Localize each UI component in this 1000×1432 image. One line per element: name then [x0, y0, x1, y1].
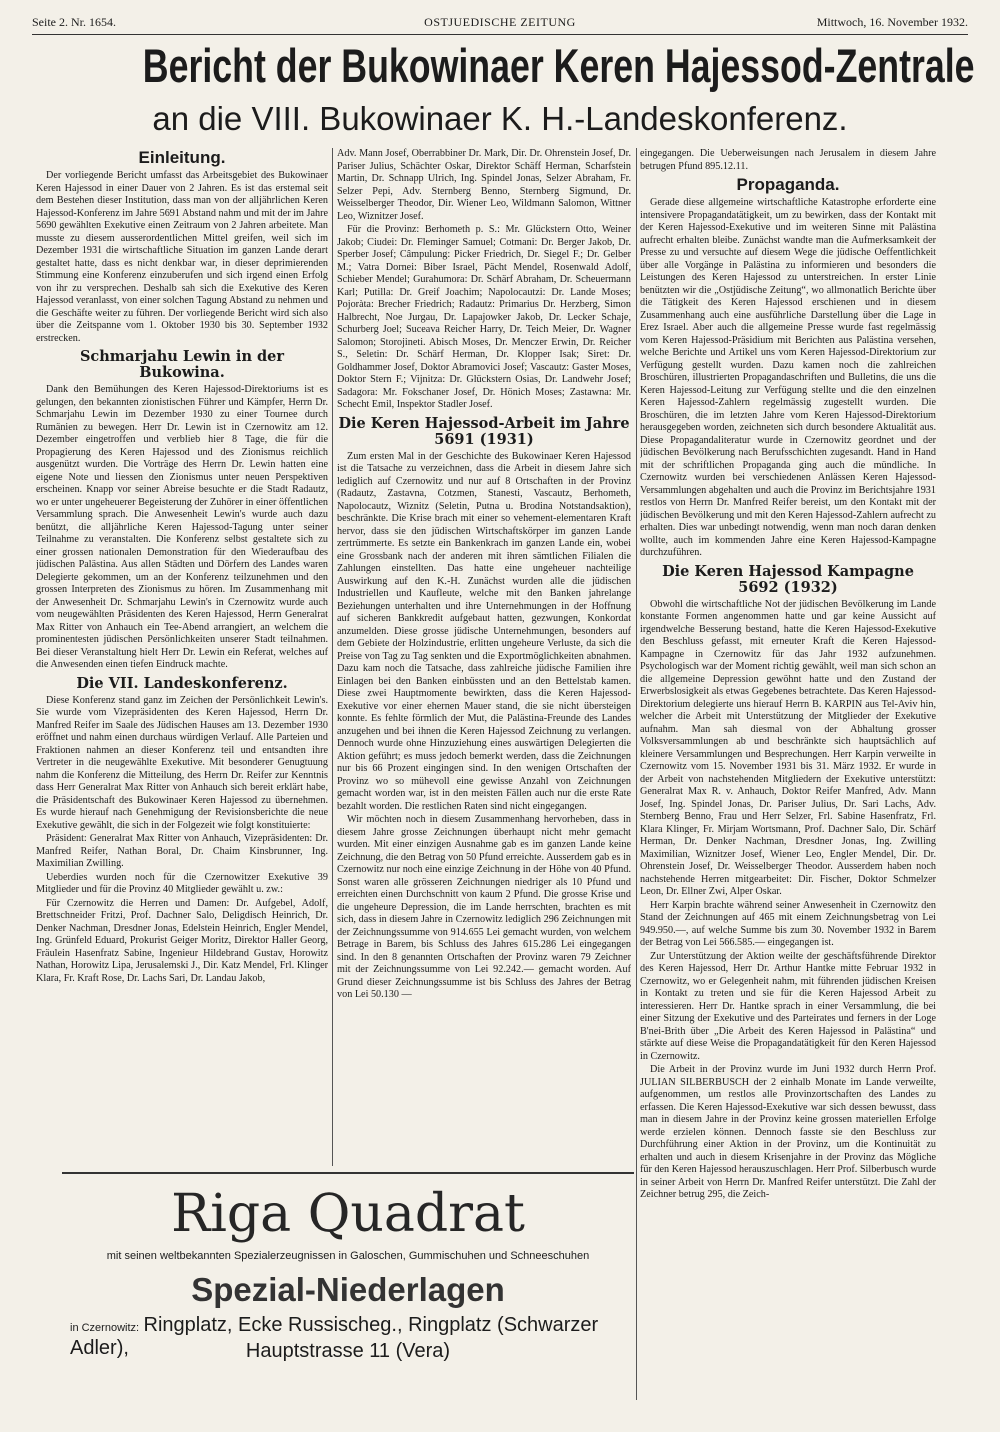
section-heading-lewin: Schmarjahu Lewin in der Bukowina.: [79, 348, 285, 381]
column-3: [640, 148, 936, 1400]
paragraph-members-continued: Adv. Mann Josef, Oberrabbiner Dr. Mark, Dir. Dr. Ohrenstein Josef, Dr. Pariser Julius, Schächter Oskar, Direktor Schäff Herman, Scharfstein Martin, Dr. Schnapp Ulrich, Ing. Spindel Jonas, Selzer Abraham, Fr. Selzer Pepi, Adv. Sternberg Benno, Sternberg Sigmund, Dr. Weisselberger Theodor, Dir. Wiener Leo, Wildmann Salomon, Wittner Leo, Wiznitzer Josef.: [337, 148, 631, 222]
column-rule-2: [636, 148, 637, 1400]
paragraph-czernowitz-members: Für Czernowitz die Herren und Damen: Dr. Aufgebel, Adolf, Brettschneider Fritzi, Prof. Dachner Salo, Deligdisch Heinrich, Dr. Denker Nachman, Dresdner Jonas, Edelstein Heinrich, Engler Mendel, Ing. Grünfeld Eduard, Prokurist Geiger Moritz, Direktor Haller Georg, Fräulein Hasenfratz Sabine, Ingenieur Hildebrand Gustav, Horowitz Nathan, Horowitz Lipa, Jerusalemski J., Dir. Katz Mendel, Frl. Klinger Klara, Fr. Kraft Rose, Dr. Lachs Sari, Dr. Landau Jakob,: [36, 897, 328, 984]
section-heading-landeskonferenz: Die VII. Landeskonferenz.: [76, 674, 288, 692]
advertisement-riga-quadrat: [62, 1172, 634, 1370]
paragraph-einleitung: Der vorliegende Bericht umfasst das Arbeitsgebiet des Bukowinaer Keren Hajessod in einer Dauer von 2 Jahren. Es ist das erstemal seit dem Bestehen dieser Institution, dass man von der alljährlichen Keren Hajessod-Konferenz im Jahre 5691 Abstand nahm und mit der im Jahre 5690 gewählten Exekutive einen Zeitraum von 2 Jahren arbeitete. Man musste zu diesem ausserordentlichen Mittel greifen, weil sich im Dezember 1931 die wirtschaftliche Situation im ganzen Lande derart gestaltet hatte, dass es nicht denkbar war, in dieser deprimierenden Stimmung eine Konferenz einzuberufen und sich irgend einen Erfolg von ihr zu versprechen. Deshalb sah sich die Exekutive des Keren Hajessod veranlasst, von einer solchen Tagung Abstand zu nehmen und die Geschäfte weiter zu führen. Der vorliegende Bericht wird sich also über die Zeitspanne vom 1. Oktober 1930 bis 30. September 1932 erstrecken.: [36, 170, 328, 344]
article-headline: Bericht der Bukowinaer Keren Hajessod-Zentrale: [142, 39, 975, 92]
article-subheadline: an die VIII. Bukowinaer K. H.-Landeskonferenz.: [152, 100, 848, 137]
ad-address-line-2: Hauptstrasse 11 (Vera): [245, 1340, 451, 1362]
paragraph-provinz-arbeit: Die Arbeit in der Provinz wurde im Juni 1932 durch Herrn Prof. JULIAN SILBERBUSCH der 2 einhalb Monate im Lande verweilte, aufgenommen, um restlos alle Provinzortschaften des Landes zu erfassen. Die Keren Hajessod-Exekutive war sich dessen bewusst, dass man in diesem Jahre in der Provinz keine grossen materiellen Erfolge werde erzielen können. Dennoch fasste sie den Beschluss zur Durchführung einer Aktion in der Provinz, um die Kontinuität zu erhalten und auch in diesem Krisenjahre in der Provinz das Mögliche für den Keren Hajessod herauszuschlagen. Herr Prof. Silberbusch wurde in seiner Arbeit von Herrn Dr. Manfred Reifer unterstützt. Die Zahl der Zeichner betrug 295, die Zeich-: [640, 1064, 936, 1200]
paragraph-lewin: Dank den Bemühungen des Keren Hajessod-Direktoriums ist es gelungen, den bekannten zionistischen Führer und Kämpfer, Herrn Dr. Schmarjahu Lewin im Dezember 1930 zu einer Tournee durch Rumänien zu bewegen. Herr Dr. Lewin ist in Czernowitz am 12. Dezember eingetroffen und verblieb hier 8 Tage, die für die Propagierung des Keren Hajessod und des Zionismus reichlich ausgenützt wurden. Die Vorträge des Herrn Dr. Lewin hatten eine eigene Note und liessen den Zionismus unter neuen Perspektiven erscheinen. Knapp vor seiner Abreise besuchte er die Stadt Radautz, wo er unter ungeheuerer Begeisterung der Zuhörer in einer öffentlichen Versammlung sprach. Die Anwesenheit Lewin's wurde auch dazu benützt, die alljährliche Keren Hajessod-Tagung unter seiner Teilnahme zu veranstalten. Die Konferenz selbst gestaltete sich zu einer grossen nationalen Demonstration für den Wiederaufbau des jüdischen Palästina. Aus allen Städten und Dörfern des Landes waren Delegierte gekommen, um an der Konferenz teilzunehmen und den grossen Interpreten des Zionismus zu hören. Im Zusammenhang mit der Anwesenheit Dr. Schmarjahu Lewin's in Czernowitz wurde auch vom neugewählten Präsidenten des Keren Hajessod, Herrn Generalrat Max Ritter von Anhauch ein Tee-Abend arrangiert, an welchem die prominentesten jüdischen Persönlichkeiten unserer Stadt teilnahmen. Bei dieser Veranstaltung hielt Herr Dr. Lewin ein Referat, welches auf die Anwesenden einen tiefen Eindruck machte.: [36, 384, 328, 670]
ad-tagline: mit seinen weltbekannten Spezialerzeugnissen in Galoschen, Gummischuhen und Schneeschuhen: [106, 1250, 590, 1262]
paragraph-ueberweisungen: eingegangen. Die Ueberweisungen nach Jerusalem in diesem Jahre betrugen Pfund 895.12.11.: [640, 148, 936, 172]
section-heading-einleitung: Einleitung.: [138, 148, 226, 167]
header-date: Mittwoch, 16. November 1932.: [816, 15, 968, 29]
paragraph-hantke: Zur Unterstützung der Aktion weilte der geschäftsführende Direktor des Keren Hajessod, Herr Dr. Arthur Hantke mitte Februar 1932 in Czernowitz, wo er Gelegenheit nahm, mit führenden jüdischen Kreisen in Kontakt zu treten und sie für die Keren Hajessod Arbeit zu interessieren. Herr Dr. Hantke sprach in einer Versammlung, die bei einer Sitzung der Exekutive und des Parteirates und ferners in der Loge B'nei-Brith über „Die Arbeit des Keren Hajessod in Palästina“ und stärkte auf diese Weise die Propagandatätigkeit für den Keren Hajessod in Czernowitz.: [640, 950, 936, 1062]
paragraph-landeskonferenz: Diese Konferenz stand ganz im Zeichen der Persönlichkeit Lewin's. Sie wurde vom Vizepräsidenten des Keren Hajessod, Herrn Dr. Manfred Reifer im Saale des Jüdischen Hauses am 13. Dezember 1930 eröffnet und nahm einen durchaus würdigen Verlauf. Alle Parteien und Fraktionen nahmen an dieser Konferenz teil und entsandten ihre Vertreter in die neugewählte Exekutive. Mit besonderer Genugtuung nahm die Konferenz die Mitteilung, des Herrn Dr. Reifer zur Kenntnis dass Herr Generalrat Max Ritter von Anhauch sich bereit erklärt habe, die Präsidentschaft des Bukowinaer Keren Hajessod zu übernehmen. Es wurde hierauf nach Genehmigung der Revisionsberichte die neue Exekutive gewählt, die sich in der Folgezeit wie folgt konstituierte:: [36, 694, 328, 831]
paragraph-karpin: Herr Karpin brachte während seiner Anwesenheit in Czernowitz den Stand der Zeichnungen auf 465 mit einem Zeichnungsbetrag von Lei 949.950.—, auf welche Summe bis zum 30. November 1932 in Barem der Betrag von Lei 566.585.— eingegangen ist.: [640, 899, 936, 948]
paragraph-5692: Obwohl die wirtschaftliche Not der jüdischen Bevölkerung im Lande konstante Formen angenommen hatte und gar keine Aussicht auf irgendwelche Besserung bestand, hatte die Keren Hajessod-Exekutive den Beschluss gefasst, mit erneuter Kraft die Keren Hajessod-Kampagne in Czernowitz für das Jahr 1932 aufzunehmen. Psychologisch war der Moment richtig gewählt, weil man sich schon an die allgemeine Depression gewöhnt hatte und den Zustand der Erwerbslosigkeit als etwas Gegebenes betrachtete. Das Keren Hajessod-Direktorium delegierte uns hierauf Herrn B. KARPIN aus Tel-Aviv hin, welcher die Arbeit mit Unterstützung der Mitglieder der Exekutive aufnahm. Man sah diesmal von der Abhaltung grosser Volksversammlungen ab und beschränkte sich hauptsächlich auf kleinere Versammlungen und Besprechungen. Herr Karpin verweilte in Czernowitz vom 15. November 1931 bis 31. März 1932. Er wurde in der Arbeit von nachstehenden Mitgliedern der Exekutive unterstützt: Generalrat Max R. v. Anhauch, Doktor Reifer Manfred, Adv. Mann Josef, Ing. Spindel Jonas, Dr. Pariser Julius, Dr. Sari Lachs, Adv. Sternberg Benno, Frau und Herr Selzer, Frl. Sabine Hasenfratz, Frl. Klara Klinger, Fr. Mirjam Wortsmann, Prof. Dachner Salo, Dir. Schärf Herman, Dr. Denker Nachman, Dresdner Jonas, Ing. Zwilling Maximilian, Wiznitzer Josef, Wiener Leo, Engler Mendel, Dir. Dr. Ohrenstein Josef, Dr. Weisselberger Theodor. Ausserdem haben noch nachstehende Herren mitgearbeitet: Dir. Fischer, Doktor Schmelzer Leon, Dr. Ellner Zwi, Alper Oskar.: [640, 598, 936, 897]
section-heading-5692: Die Keren Hajessod Kampagne 5692 (1932): [662, 562, 914, 596]
paragraph-zeichnungen: Wir möchten noch in diesem Zusammenhang hervorheben, dass in diesem Jahre grosse Zeichnungen überhaupt nicht mehr gemacht wurden. Mit einer einzigen Ausnahme gab es im ganzen Lande keine Zeichnung, die den Betrag von 50 Pfund erreichte. Ausserdem gab es in Czernowitz nur noch eine einzige Zeichnung in der Höhe von 40 Pfund. Sonst waren alle grösseren Zeichnungen niedriger als 10 Pfund und erreichten einen Durchschnitt von kaum 2 Pfund. Die grosse Krise und die ungeheure Depression, die im Lande herrschten, brachten es mit sich, dass in diesem Jahre in Czernowitz lediglich 296 Zeichnungen mit der Zeichnungssumme von 914.655 Lei gemacht wurden, von welchem Betrage in Barem, bis Schluss des Jahres 615.286 Lei eingegangen sind. In den 8 genannten Ortschaften der Provinz waren 79 Zeichner mit der Zeichnungssumme von Lei 92.242.— gemacht worden. Auf Grund dieser Zeichnungssumme ist bis Schluss des Jahres der Betrag von Lei 50.130 —: [337, 814, 631, 1000]
paragraph-praesidium: Präsident: Generalrat Max Ritter von Anhauch, Vizepräsidenten: Dr. Manfred Reifer, Nathan Boral, Dr. Chaim Kinsbrunner, Ing. Maximilian Zwilling.: [36, 833, 328, 869]
section-heading-5691: Die Keren Hajessod-Arbeit im Jahre 5691 (1931): [338, 414, 630, 448]
header-page-number: Seite 2. Nr. 1654.: [32, 15, 116, 29]
paragraph-propaganda: Gerade diese allgemeine wirtschaftliche Katastrophe erforderte eine intensivere Propagandatätigkeit, um zu bewirken, dass der Kontakt mit der Keren Hajessod-Exekutive und im weiteren Sinne mit Palästina aufrecht erhalten bleibe. Zunächst wandte man die Aufmerksamkeit der Presse zu und versuchte auf diesem Wege die jüdische Oeffentlichkeit über alle Vorgänge in Palästina zu informieren und besonders die Leistungen des Keren Hajessod zu unterstreichen. In erster Linie benützten wir die „Ostjüdische Zeitung“, wo allmonatlich Berichte über die Tätigkeit des Keren Hajessod erschienen und in diesem Zusammenhang auch eine ausführliche Darstellung über die Lage in Erez Israel. Aber auch die allgemeine Presse wurde fast regelmässig vom Keren Hajessod-Präsidium mit Berichten aus Palästina versehen, welche Berichte und Artikel uns vom Keren Hajessod-Direktorium zur Verfügung gestellt wurden. Dazu kamen noch die zahlreichen Broschüren, illustrierten Propagandaschriften und Bulletins, die uns die Keren Hajessod-Leitung zur Verfügung stellte und die den einzelnen Keren Hajessod-Zahlern regelmässig zugestellt wurden. Die Broschüren, die im letzten Jahre vom Keren Hajessod-Direktorium herausgegeben worden, zeichneten sich durch besondere Aktualität aus. Diese Propagandaliteratur wurde in Czernowitz geordnet und der jüdischen Bevölkerung nach Berufsschichten zugesandt. Hand in Hand mit der schriftlichen Propaganda ging auch die mündliche. In Czernowitz wurden bei verschiedenen Anlässen Keren Hajessod-Versammlungen abgehalten und auch die Provinz im Berichtsjahre 1931 restlos von Herrn Dr. Manfred Reifer bereist, um den Kontakt mit der jüdischen Bevölkerung und mit den Keren Hajessod-Zahlern aufrecht zu erhalten. Dies war unbedingt notwendig, wenn man noch daran denken wollte, auch im kommenden Jahre eine Keren Hajessod-Kampagne durchzuführen.: [640, 197, 936, 558]
ad-title: Riga Quadrat: [171, 1184, 525, 1244]
paragraph-provinz-members: Für die Provinz: Berhometh p. S.: Mr. Glückstern Otto, Weiner Jakob; Ciudei: Dr. Fleminger Samuel; Cotmani: Dr. Berger Jakob, Dr. Sperber Josef; Câmpulung: Picker Friedrich, Dr. Siegel F.; Dr. Gelber M.; Vatra Dornei: Biber Israel, Pächt Mendel, Rosenwald Adolf, Schieber Mendel; Gurahumora: Dr. Schärf Abraham, Dr. Scheuermann Karl; Putilla: Dr. Greif Joachim; Napolocautzi: Dr. Lande Moses; Pojoràta: Brecher Friedrich; Radautz: Primarius Dr. Herzberg, Simon Halbrecht, Noe Jurgau, Dr. Lapajowker Jakob, Dr. Lecker Schaje, Schurberg Joel; Suceava Reicher Harry, Dr. Teich Meier, Dr. Wagner Salomon; Storojineti. Abisch Moses, Dr. Menczer Erwin, Dr. Reicher S., Seletin: Dr. Schärf Herman, Dr. Klopper Isak; Siret: Dr. Goldhammer Josef, Doktor Abramovici Josef; Vascautz: Gaster Moses, Doktor Stern F.; Vijnitza: Dr. Glückstern Osias, Dr. Landwehr Josef; Sadagora: Mr. Fokschaner Josef, Dr. Hönich Moses; Zastawna: Mr. Schecht Emil, Inspektor Stadler Josef.: [337, 224, 631, 410]
page-header: [32, 12, 968, 35]
section-heading-propaganda: Propaganda.: [736, 175, 840, 194]
ad-address: Ringplatz, Ecke Russischeg., Ringplatz (Schwarzer Adler),: [70, 1314, 599, 1359]
ad-location-prefix: in Czernowitz:: [70, 1322, 140, 1334]
paragraph-5691: Zum ersten Mal in der Geschichte des Bukowinaer Keren Hajessod ist die Tatsache zu verzeichnen, dass die Arbeit in diesem Jahre sich lediglich auf Czernowitz und nur auf 8 Ortschaften in der Provinz (Radautz, Zastavna, Cotzmen, Stanesti, Vascautz, Berhometh, Napolocautz, Wiznitz (Seletin, Putna u. Brodina Notstandsaktion), beschränkte. Die Krise brach mit einer so vehement-elementaren Kraft hervor, dass sie den jüdischen Wirtschaftskörper im ganzen Lande zertrümmerte. Es setzte ein Bankenkrach im ganzen Lande ein, wobei eine Grossbank nach der anderen mit ihren sämtlichen Filialen die Zahlungen einstellten. Das hatte eine ungeheuer nachteilige Auswirkung auf den K.-H. Zunächst wurden alle die jüdischen Industriellen und Kaufleute, welche mit den Banken jahrelange Beziehungen unterhalten und ihre Unternehmungen in der Hoffnung auf sicheren Bankkredit aufgebaut hatten, gezwungen, Konkordat anzumelden. Diese grosse jüdische Unternehmungen, besonders auf dem Gebiete der Holzindustrie, erlitten ungeheure Verluste, da sich die Preise von Tag zu Tag senkten und die Exportmöglichkeiten abnahmen. Dazu kam noch die Tatsache, dass zahlreiche jüdische Familien ihre Einlagen bei den Banken einbüssten und an den Bettelstab kamen. Diese zwei Hauptmomente bewirkten, dass die Keren Hajessod-Exekutive vor einer ehernen Mauer stand, die sie nicht übersteigen konnte. Es fehlte förmlich der Mut, die Palästina-Freunde des Landes anzugehen und bei ihnen die Keren Hajessod Zeichnung zu verlangen. Dennoch wurde ohne Hinzuziehung eines auswärtigen Delegierten die Aktion geführt; es muss jedoch bemerkt werden, dass die Zeichnungen nur bis 66 Prozent eingingen sind. In den wenigen Ortschaften der Provinz wo so mühevoll eine gewisse Anzahl von Zeichnungen gemacht worden war, ist in den meisten Fällen auch nur die erste Rate bezahlt worden. Die restlichen Raten sind nicht eingegangen.: [337, 450, 631, 812]
column-1: [36, 148, 328, 1166]
ad-subtitle: Spezial-Niederlagen: [191, 1271, 505, 1308]
header-newspaper-name: OSTJUEDISCHE ZEITUNG: [424, 15, 576, 29]
column-2: [337, 148, 631, 1166]
paragraph-mitglieder: Ueberdies wurden noch für die Czernowitzer Exekutive 39 Mitglieder und für die Provinz 40 Mitglieder gewählt u. zw.:: [36, 871, 328, 895]
column-rule-1: [332, 148, 333, 1166]
